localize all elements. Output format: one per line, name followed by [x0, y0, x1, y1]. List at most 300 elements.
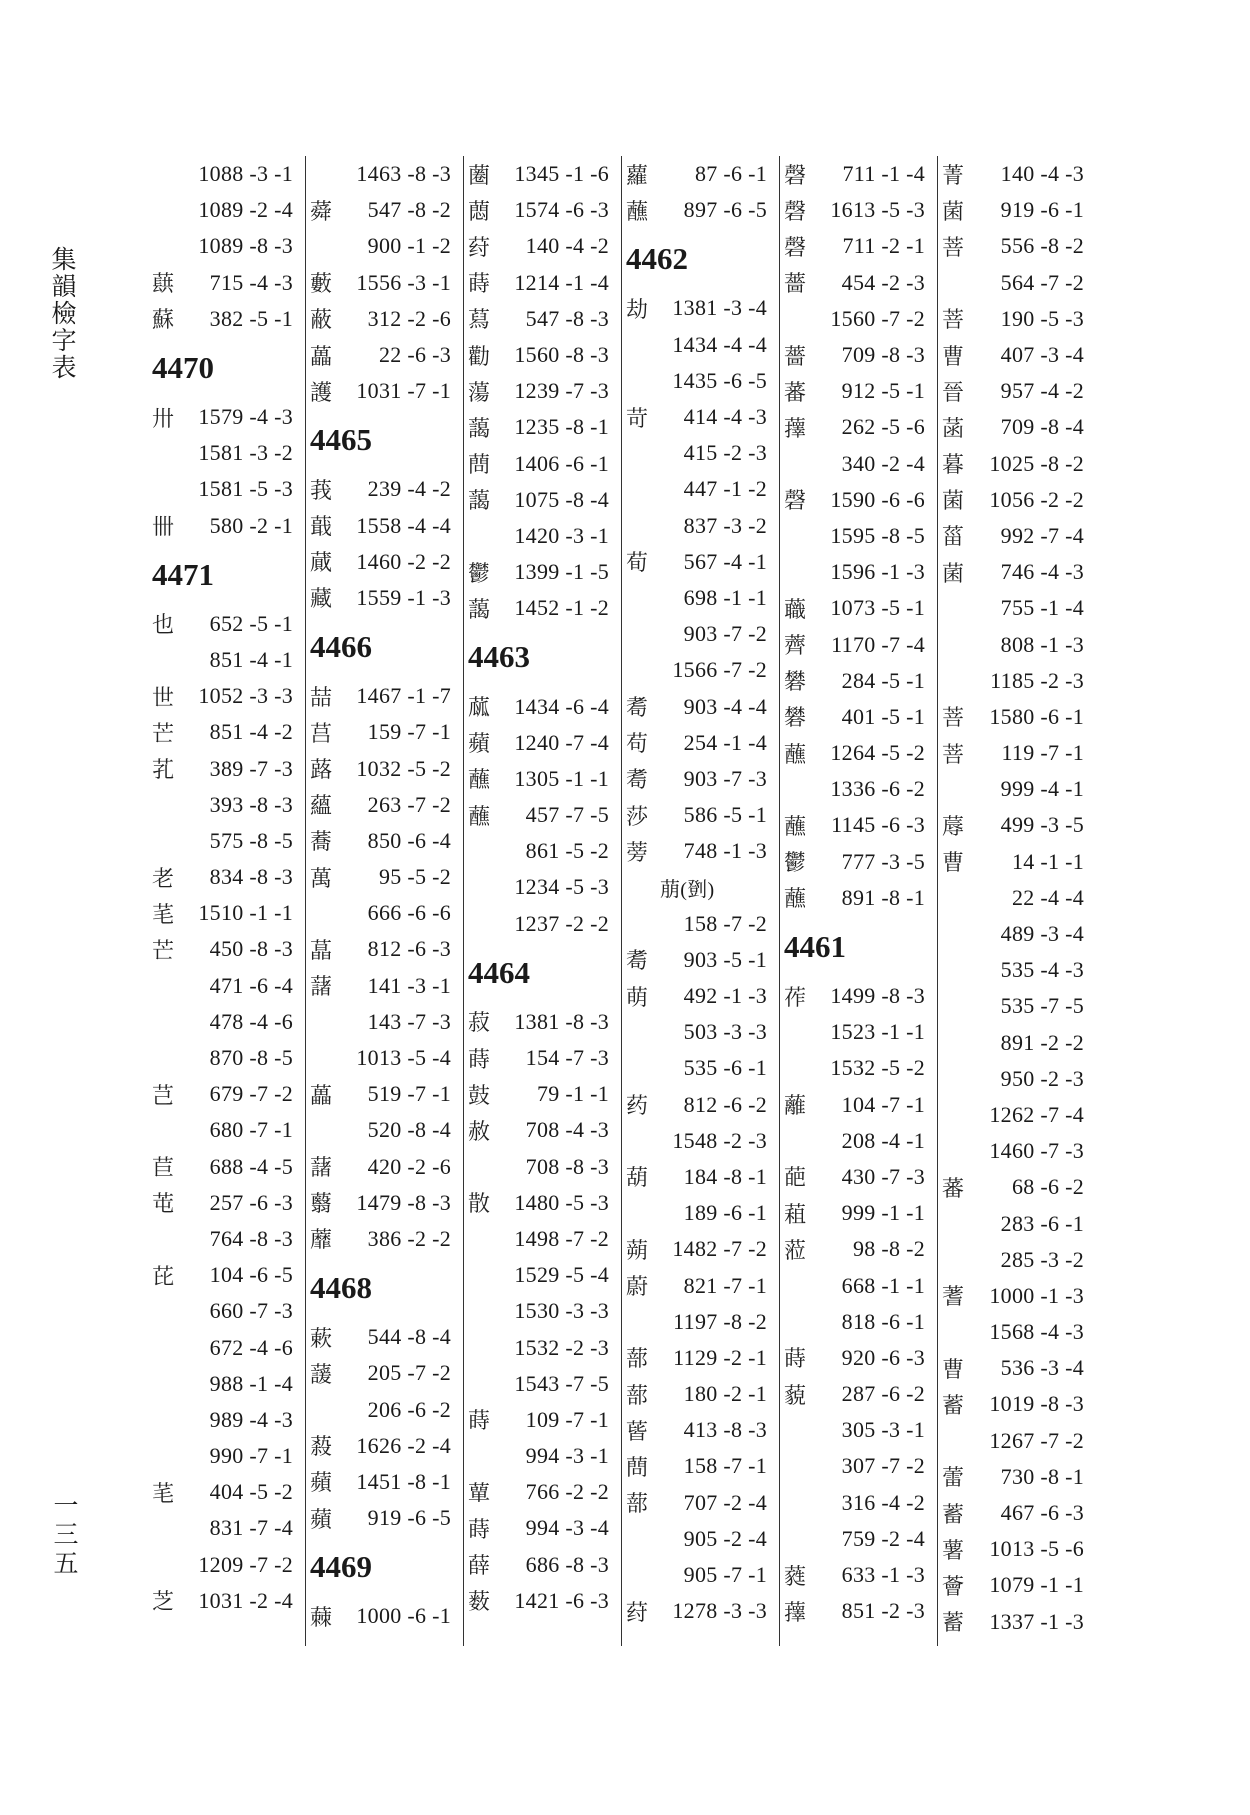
entry-character: 蔀 [626, 1383, 649, 1409]
entry-character: 蓏 [468, 696, 491, 722]
index-entry [626, 869, 779, 905]
entry-reference: 686 -8 -3 [525, 1551, 609, 1577]
entry-character: 荮 [626, 1600, 649, 1626]
index-entry [626, 1448, 779, 1484]
index-entry [468, 833, 621, 869]
entry-reference: 1262 -7 -4 [989, 1101, 1084, 1127]
entry-character: 菁 [942, 163, 965, 189]
entry-character: 藏 [310, 587, 333, 613]
entry-reference: 283 -6 -1 [1000, 1210, 1084, 1236]
index-entry [942, 373, 1096, 409]
entry-reference: 382 -5 -1 [209, 305, 293, 331]
index-entry [626, 978, 779, 1014]
entry-character: 荀 [626, 551, 649, 577]
index-entry [626, 1593, 779, 1629]
entry-reference: 1434 -6 -4 [514, 693, 609, 719]
entry-reference: 1434 -4 -4 [672, 331, 767, 357]
entry-reference: 287 -6 -2 [841, 1381, 925, 1407]
index-entry [310, 968, 463, 1004]
index-entry [942, 807, 1096, 843]
book-title: 集韻檢字表 [48, 246, 77, 381]
entry-character: 蔄 [468, 453, 491, 479]
entry-reference: 1032 -5 -2 [356, 755, 451, 781]
index-entry [152, 156, 305, 192]
index-entry [784, 1557, 937, 1593]
index-entry [942, 1386, 1096, 1422]
entry-reference: 154 -7 -3 [525, 1045, 609, 1071]
index-entry [152, 265, 305, 301]
entry-character: 芒 [152, 721, 175, 747]
entry-reference: 1452 -1 -2 [514, 595, 609, 621]
index-entry [942, 1423, 1096, 1459]
index-entry [310, 714, 463, 750]
index-entry [310, 1149, 463, 1185]
entry-character: 老 [152, 866, 175, 892]
index-entry [152, 1112, 305, 1148]
entry-reference: 87 -6 -1 [694, 161, 767, 187]
section-header: 4469 [310, 1549, 372, 1585]
entry-character: 蘐 [310, 1362, 333, 1388]
entry-character: 菩 [942, 235, 965, 261]
index-entry [310, 1500, 463, 1536]
index-entry [310, 1112, 463, 1148]
entry-reference: 575 -8 -5 [209, 827, 293, 853]
index-entry [152, 787, 305, 823]
index-entry [626, 616, 779, 652]
index-entry [468, 1257, 621, 1293]
entry-reference: 1209 -7 -2 [198, 1551, 293, 1577]
entry-reference: 711 -1 -4 [842, 161, 925, 187]
entry-reference: 316 -4 -2 [841, 1489, 925, 1515]
entry-character: 磬 [784, 163, 807, 189]
index-entry [784, 1087, 937, 1123]
entry-reference: 454 -2 -3 [841, 269, 925, 295]
index-entry [942, 156, 1096, 192]
index-entry [152, 399, 305, 435]
index-entry [468, 265, 621, 301]
page-number: 一三五 [50, 1492, 79, 1579]
index-entry [310, 895, 463, 931]
index-entry [310, 1076, 463, 1112]
entry-reference: 450 -8 -3 [209, 936, 293, 962]
section-header: 4464 [468, 954, 530, 990]
index-entry [784, 1593, 937, 1629]
index-entry [310, 508, 463, 544]
entry-reference: 430 -7 -3 [841, 1163, 925, 1189]
index-entry [942, 1350, 1096, 1386]
index-entry [152, 1293, 305, 1329]
entry-character: 蒔 [784, 1347, 807, 1373]
index-entry [468, 1185, 621, 1221]
entry-reference: 1559 -1 -3 [356, 584, 451, 610]
index-entry [626, 725, 779, 761]
entry-character: 芑 [152, 1083, 175, 1109]
index-entry [152, 1583, 305, 1619]
entry-reference: 680 -7 -1 [209, 1117, 293, 1143]
entry-reference: 1031 -2 -4 [198, 1587, 293, 1613]
entry-reference: 759 -2 -4 [841, 1525, 925, 1551]
entry-character: 蓄 [942, 1502, 965, 1528]
entry-reference: 1013 -5 -6 [989, 1536, 1084, 1562]
index-entry [152, 1510, 305, 1546]
index-entry [626, 1123, 779, 1159]
entry-reference: 1626 -2 -4 [356, 1432, 451, 1458]
entry-character: 蕌 [310, 938, 333, 964]
entry-reference: 903 -7 -2 [683, 621, 767, 647]
index-column [780, 156, 938, 1646]
entry-reference: 1532 -2 -3 [514, 1334, 609, 1360]
entry-reference: 1543 -7 -5 [514, 1370, 609, 1396]
entry-character: 蔽 [310, 308, 333, 334]
index-entry [784, 978, 937, 1014]
entry-reference: 652 -5 -1 [209, 610, 293, 636]
entry-reference: 1566 -7 -2 [672, 657, 767, 683]
entry-reference: 812 -6 -3 [367, 936, 451, 962]
entry-character: 蒔 [468, 272, 491, 298]
entry-reference: 79 -1 -1 [536, 1081, 609, 1107]
index-entry [784, 156, 937, 192]
entry-character: 蔀 [626, 1347, 649, 1373]
entry-character: 蒡 [626, 840, 649, 866]
entry-character: 蒴 [626, 1238, 649, 1264]
entry-reference: 919 -6 -5 [367, 1505, 451, 1531]
entry-character: 蔨 [468, 163, 491, 189]
index-entry [626, 942, 779, 978]
index-entry [784, 1412, 937, 1448]
entry-reference: 870 -8 -5 [209, 1045, 293, 1071]
entry-reference: 1075 -8 -4 [514, 486, 609, 512]
index-entry [784, 1340, 937, 1376]
entry-character: 蒔 [468, 1047, 491, 1073]
index-entry [468, 688, 621, 724]
index-entry [468, 797, 621, 833]
entry-character: 耈 [626, 949, 649, 975]
index-entry [152, 931, 305, 967]
entry-reference: 1031 -7 -1 [356, 378, 451, 404]
index-entry [942, 952, 1096, 988]
entry-reference: 1556 -3 -1 [356, 269, 451, 295]
index-column [938, 156, 1096, 1646]
index-entry [152, 1329, 305, 1365]
index-entry [152, 1402, 305, 1438]
entry-character: 赦 [468, 1119, 491, 1145]
entry-reference: 535 -7 -5 [1000, 993, 1084, 1019]
entry-character: 蘸 [468, 768, 491, 794]
index-entry [310, 1319, 463, 1355]
entry-character: 卅 [152, 406, 175, 432]
index-entry [626, 1521, 779, 1557]
index-entry [784, 590, 937, 626]
index-entry [784, 1267, 937, 1303]
entry-character: 蕤 [784, 1564, 807, 1590]
index-entry [468, 1293, 621, 1329]
entry-character: 芘 [152, 1264, 175, 1290]
entry-reference: 206 -6 -2 [367, 1396, 451, 1422]
index-entry [468, 518, 621, 554]
entry-reference: 544 -8 -4 [367, 1324, 451, 1350]
index-entry [152, 714, 305, 750]
entry-reference: 205 -7 -2 [367, 1360, 451, 1386]
entry-character: 晉 [942, 380, 965, 406]
entry-reference: 999 -4 -1 [1000, 776, 1084, 802]
entry-character: 蕇 [468, 1481, 491, 1507]
entry-reference: 748 -1 -3 [683, 838, 767, 864]
entry-reference: 1237 -2 -2 [514, 910, 609, 936]
index-entry [942, 916, 1096, 952]
index-entry [942, 446, 1096, 482]
index-entry [942, 337, 1096, 373]
entry-character: 鼓 [468, 1083, 491, 1109]
index-entry [942, 590, 1096, 626]
entry-reference: 263 -7 -2 [367, 791, 451, 817]
index-entry [152, 471, 305, 507]
entry-reference: 1529 -5 -4 [514, 1262, 609, 1288]
entry-character: 蓍 [942, 1285, 965, 1311]
index-entry [468, 590, 621, 626]
index-entry [468, 337, 621, 373]
entry-reference: 143 -7 -3 [367, 1008, 451, 1034]
entry-reference: 159 -7 -1 [367, 719, 451, 745]
entry-reference: 688 -4 -5 [209, 1153, 293, 1179]
entry-reference: 535 -6 -1 [683, 1055, 767, 1081]
entry-character: 薯 [942, 1538, 965, 1564]
index-entry [784, 844, 937, 880]
entry-reference: 1435 -6 -5 [672, 367, 767, 393]
entry-reference: 1596 -1 -3 [830, 559, 925, 585]
entry-character: 芤 [152, 758, 175, 784]
index-entry [784, 482, 937, 518]
index-entry [942, 1025, 1096, 1061]
entry-reference: 1235 -8 -1 [514, 414, 609, 440]
index-entry [152, 1076, 305, 1112]
index-entry [468, 1474, 621, 1510]
entry-reference: 1000 -6 -1 [356, 1603, 451, 1629]
index-entry [626, 833, 779, 869]
index-entry [784, 735, 937, 771]
index-entry [942, 518, 1096, 554]
entry-character: 蔚 [626, 1275, 649, 1301]
entry-reference: 564 -7 -2 [1000, 269, 1084, 295]
entry-reference: 1240 -7 -4 [514, 729, 609, 755]
entry-character: 苛 [626, 406, 649, 432]
entry-character: 蕀 [310, 1605, 333, 1631]
entry-reference: 467 -6 -3 [1000, 1500, 1084, 1526]
entry-reference: 140 -4 -2 [525, 233, 609, 259]
entry-reference: 746 -4 -3 [1000, 559, 1084, 585]
entry-reference: 158 -7 -2 [683, 910, 767, 936]
index-entry [626, 1376, 779, 1412]
index-entry [942, 844, 1096, 880]
entry-reference: 992 -7 -4 [1000, 522, 1084, 548]
entry-character: 蘊 [310, 794, 333, 820]
index-entry [626, 1485, 779, 1521]
entry-reference: 711 -2 -1 [842, 233, 925, 259]
index-entry [468, 1438, 621, 1474]
index-entry [626, 399, 779, 435]
index-entry [152, 435, 305, 471]
entry-reference: 1381 -8 -3 [514, 1008, 609, 1034]
section-header: 4470 [152, 349, 214, 385]
index-entry [310, 1185, 463, 1221]
index-entry [942, 626, 1096, 662]
entry-character: 莒 [310, 721, 333, 747]
index-entry [942, 228, 1096, 264]
entry-character: 薔 [784, 272, 807, 298]
index-entry [310, 1391, 463, 1427]
entry-reference: 340 -2 -4 [841, 450, 925, 476]
entry-reference: 1056 -2 -2 [989, 486, 1084, 512]
entry-reference: 1381 -3 -4 [672, 295, 767, 321]
entry-reference: 777 -3 -5 [841, 848, 925, 874]
index-entry [942, 1567, 1096, 1603]
entry-reference: 184 -8 -1 [683, 1163, 767, 1189]
index-entry [784, 880, 937, 916]
entry-reference: 307 -7 -2 [841, 1453, 925, 1479]
entry-reference: 989 -4 -3 [209, 1406, 293, 1432]
entry-reference: 633 -1 -3 [841, 1562, 925, 1588]
entry-reference: 668 -1 -1 [841, 1272, 925, 1298]
index-entry [784, 518, 937, 554]
index-entry [468, 1004, 621, 1040]
entry-reference: 1523 -1 -1 [830, 1019, 925, 1045]
entry-character: 蒔 [468, 1409, 491, 1435]
index-entry [942, 482, 1096, 518]
index-entry [310, 192, 463, 228]
entry-character: 葫 [626, 1166, 649, 1192]
index-entry [468, 725, 621, 761]
entry-reference: 1214 -1 -4 [514, 269, 609, 295]
entry-reference: 1530 -3 -3 [514, 1298, 609, 1324]
index-entry [310, 301, 463, 337]
entry-reference: 1185 -2 -3 [990, 667, 1084, 693]
entry-reference: 1510 -1 -1 [198, 900, 293, 926]
entry-reference: 808 -1 -3 [1000, 631, 1084, 657]
entry-reference: 990 -7 -1 [209, 1443, 293, 1469]
index-entry [942, 735, 1096, 771]
entry-reference: 1568 -4 -3 [989, 1319, 1084, 1345]
entry-character: 耈 [626, 768, 649, 794]
entry-reference: 851 -4 -1 [209, 646, 293, 672]
index-entry [626, 1087, 779, 1123]
index-entry [310, 678, 463, 714]
entry-reference: 312 -2 -6 [367, 305, 451, 331]
index-entry [784, 1159, 937, 1195]
entry-reference: 900 -1 -2 [367, 233, 451, 259]
entry-character: 芚 [152, 1192, 175, 1218]
entry-reference: 1451 -8 -1 [356, 1468, 451, 1494]
index-entry [942, 1205, 1096, 1241]
entry-reference: 1337 -1 -3 [989, 1608, 1084, 1634]
index-entry [626, 363, 779, 399]
entry-reference: 1463 -8 -3 [356, 161, 451, 187]
entry-reference: 547 -8 -2 [367, 197, 451, 223]
entry-reference: 536 -3 -4 [1000, 1355, 1084, 1381]
index-column [622, 156, 780, 1646]
index-entry [468, 446, 621, 482]
index-entry [784, 1014, 937, 1050]
entry-reference: 393 -8 -3 [209, 791, 293, 817]
entry-character: 蕆 [310, 551, 333, 577]
entry-reference: 903 -5 -1 [683, 946, 767, 972]
entry-reference: 284 -5 -1 [841, 667, 925, 693]
index-entry [310, 471, 463, 507]
entry-character: 药 [626, 1094, 649, 1120]
entry-character: 護 [310, 380, 333, 406]
entry-reference: 520 -8 -4 [367, 1117, 451, 1143]
index-entry [784, 1195, 937, 1231]
entry-character: 磬 [784, 489, 807, 515]
index-entry [626, 1231, 779, 1267]
entry-character: 莪 [310, 478, 333, 504]
entry-reference: 489 -3 -4 [1000, 921, 1084, 947]
entry-character: 蒈 [626, 1419, 649, 1445]
entry-reference: 208 -4 -1 [841, 1127, 925, 1153]
entry-reference: 851 -4 -2 [209, 719, 293, 745]
entry-reference: 95 -5 -2 [378, 864, 451, 890]
entry-character: 劫 [626, 297, 649, 323]
index-entry [784, 409, 937, 445]
index-entry [942, 1604, 1096, 1640]
index-entry [626, 1159, 779, 1195]
entry-character: 薺 [784, 634, 807, 660]
entry-reference: 912 -5 -1 [841, 378, 925, 404]
entry-character: 曹 [942, 1357, 965, 1383]
index-entry [626, 580, 779, 616]
entry-reference: 567 -4 -1 [683, 548, 767, 574]
entry-reference: 158 -7 -1 [683, 1453, 767, 1479]
index-entry [152, 301, 305, 337]
entry-reference: 1399 -1 -5 [514, 559, 609, 585]
section-header: 4465 [310, 422, 372, 458]
entry-reference: 141 -3 -1 [367, 972, 451, 998]
index-entry [942, 1531, 1096, 1567]
entry-character: 鬱 [468, 561, 491, 587]
index-entry [626, 290, 779, 326]
entry-reference: 1420 -3 -1 [514, 522, 609, 548]
entry-reference: 831 -7 -4 [209, 1515, 293, 1541]
entry-reference: 22 -4 -4 [1011, 884, 1084, 910]
entry-reference: 766 -2 -2 [525, 1479, 609, 1505]
entry-reference: 851 -2 -3 [841, 1598, 925, 1624]
index-entry [310, 750, 463, 786]
entry-character: 蘸 [784, 814, 807, 840]
entry-reference: 1336 -6 -2 [830, 776, 925, 802]
entry-character: 蘋 [310, 1507, 333, 1533]
index-entry [310, 1221, 463, 1257]
index-entry [468, 482, 621, 518]
entry-character: 礬 [784, 706, 807, 732]
entry-character: 莎 [626, 804, 649, 830]
entry-reference: 1129 -2 -1 [673, 1344, 767, 1370]
entry-character: 蕻 [152, 272, 175, 298]
entry-reference: 999 -1 -1 [841, 1200, 925, 1226]
entry-reference: 672 -4 -6 [209, 1334, 293, 1360]
entry-character: 蘸 [626, 199, 649, 225]
entry-reference: 764 -8 -3 [209, 1225, 293, 1251]
entry-reference: 1482 -7 -2 [672, 1236, 767, 1262]
index-entry [310, 787, 463, 823]
entry-reference: 305 -3 -1 [841, 1417, 925, 1443]
index-entry [626, 471, 779, 507]
entry-character: 磬 [784, 235, 807, 261]
index-column [148, 156, 306, 1646]
entry-character: 芼 [152, 902, 175, 928]
index-entry [942, 1242, 1096, 1278]
entry-character: 曹 [942, 851, 965, 877]
entry-reference: 905 -2 -4 [683, 1525, 767, 1551]
entry-reference: 471 -6 -4 [209, 972, 293, 998]
index-entry [942, 409, 1096, 445]
